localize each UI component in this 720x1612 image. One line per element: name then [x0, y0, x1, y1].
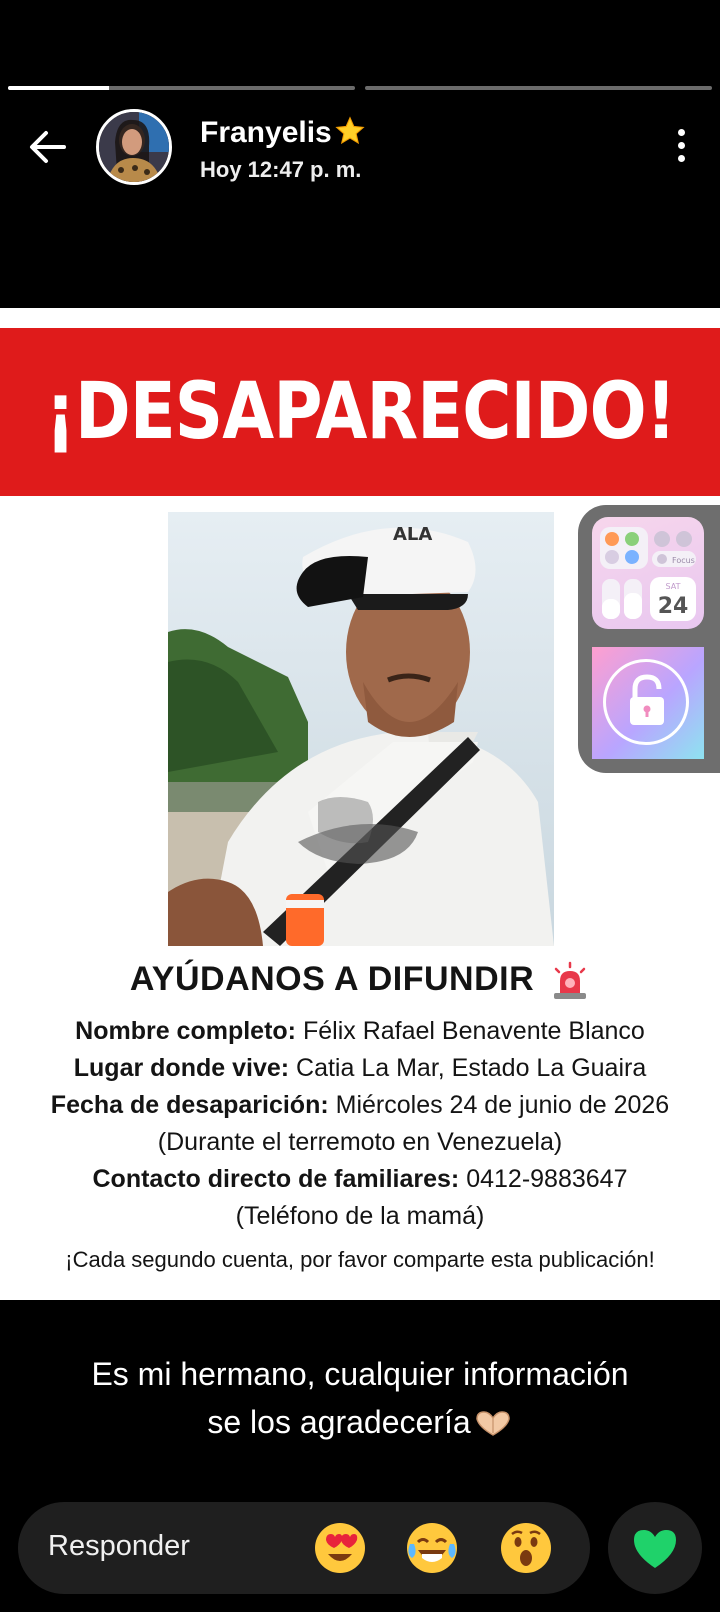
- focus-label: Focus: [672, 556, 695, 565]
- caption-line-2: se los agradecería: [0, 1398, 720, 1446]
- help-title: AYÚDANOS A DIFUNDIR: [0, 960, 720, 1001]
- missing-person-photo: [168, 512, 554, 946]
- lock-icon: [592, 647, 704, 759]
- poster-banner-text: ¡DESAPARECIDO!: [44, 367, 676, 457]
- field-residence: Lugar donde vive: Catia La Mar, Estado La Guaira: [73, 1054, 647, 1083]
- user-name[interactable]: Franyelis: [200, 115, 366, 150]
- day-label: SAT: [665, 582, 681, 591]
- day-number: 24: [657, 594, 689, 619]
- field-contact: Contacto directo de familiares: 0412-9883647: [92, 1165, 628, 1194]
- reply-bar[interactable]: [18, 1502, 590, 1594]
- poster-footer: ¡Cada segundo cuenta, por favor comparte esta publicación!: [65, 1247, 655, 1273]
- control-widget[interactable]: [592, 517, 704, 629]
- back-arrow-icon[interactable]: [26, 125, 70, 169]
- reply-input[interactable]: Responder: [48, 1530, 190, 1562]
- story-progress: [8, 86, 712, 90]
- story-image: [0, 308, 720, 1300]
- note-earthquake: (Durante el terremoto en Venezuela): [157, 1128, 563, 1157]
- caption-line-1: Es mi hermano, cualquier información: [91, 1356, 629, 1392]
- tears-of-joy-emoji-icon[interactable]: [404, 1520, 460, 1576]
- field-disappearance-date: Fecha de desaparición: Miércoles 24 de junio de 2026: [50, 1091, 670, 1120]
- note-phone-owner: (Teléfono de la mamá): [235, 1202, 485, 1231]
- heart-eyes-emoji-icon[interactable]: [312, 1520, 368, 1576]
- poster-banner: [0, 328, 720, 496]
- svg-text:ALA: ALA: [393, 524, 433, 545]
- more-options-icon[interactable]: [678, 129, 686, 165]
- screen-lock-widget[interactable]: [592, 647, 704, 759]
- poster-details: [0, 960, 720, 1273]
- like-button[interactable]: [608, 1502, 702, 1594]
- star-icon: [334, 115, 366, 147]
- heart-icon: [608, 1502, 702, 1594]
- floating-widget-panel[interactable]: [578, 505, 720, 773]
- story-progress-segment-1: [8, 86, 355, 90]
- field-full-name: Nombre completo: Félix Rafael Benavente Blanco: [75, 1017, 645, 1046]
- story-header: [0, 105, 720, 189]
- avatar[interactable]: [96, 109, 172, 185]
- story-caption: [0, 1350, 720, 1446]
- surprised-emoji-icon[interactable]: [498, 1520, 554, 1576]
- story-progress-segment-2: [365, 86, 712, 90]
- siren-icon: [550, 961, 590, 1001]
- heart-hands-icon: [473, 1409, 513, 1439]
- story-timestamp: Hoy 12:47 p. m.: [200, 157, 362, 182]
